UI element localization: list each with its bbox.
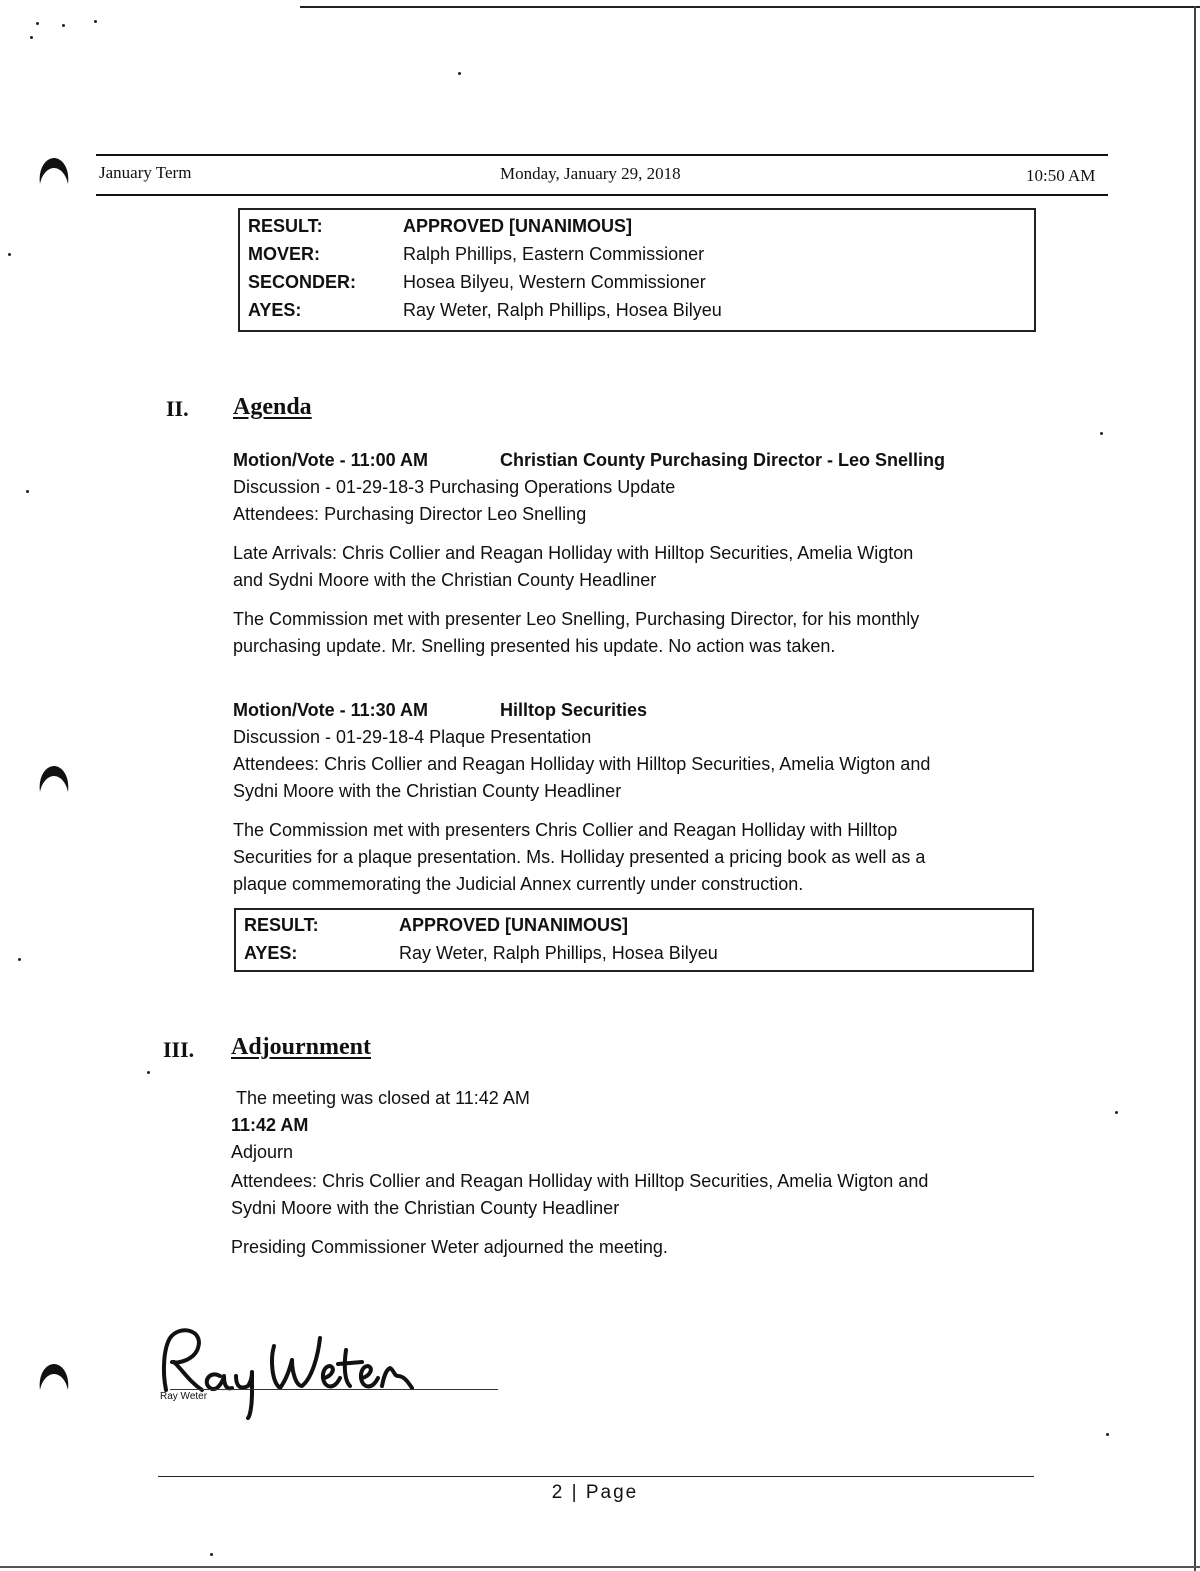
header-time: 10:50 AM — [1026, 166, 1096, 185]
scan-speck — [1115, 1111, 1118, 1114]
scan-speck — [36, 22, 39, 25]
result-label: RESULT: — [244, 915, 319, 935]
ayes-label: AYES: — [244, 943, 298, 963]
hole-punch-icon — [36, 1360, 72, 1396]
summary-line: The Commission met with presenter Leo Snelling, Purchasing Director, for his monthly — [233, 609, 920, 629]
late-arrivals-line: and Sydni Moore with the Christian County Headliner — [233, 570, 657, 590]
header-rule-top — [96, 154, 1108, 156]
result-value: APPROVED [UNANIMOUS] — [403, 216, 633, 236]
hole-punch-icon — [36, 762, 72, 798]
scan-speck — [210, 1553, 213, 1556]
motion-heading — [233, 447, 946, 474]
summary-line: purchasing update. Mr. Snelling presented his update. No action was taken. — [233, 636, 836, 656]
result-label: RESULT: — [248, 216, 323, 236]
section-number: III. — [163, 1037, 195, 1062]
scan-edge-bottom — [0, 1566, 1200, 1568]
summary-line: The Commission met with presenters Chris Collier and Reagan Holliday with Hilltop — [233, 820, 898, 840]
motion-time: Motion/Vote - 11:30 AM — [233, 700, 429, 720]
motion-heading — [233, 697, 648, 724]
summary-line: Securities for a plaque presentation. Ms. Holliday presented a pricing book as well as a — [233, 847, 926, 867]
discussion-line: Discussion - 01-29-18-3 Purchasing Operations Update — [233, 477, 676, 497]
scan-speck — [1106, 1433, 1109, 1436]
scan-speck — [30, 36, 33, 39]
scan-speck — [94, 20, 97, 23]
attendees-line: Attendees: Chris Collier and Reagan Holliday with Hilltop Securities, Amelia Wigton and — [233, 754, 931, 774]
header-date: Monday, January 29, 2018 — [500, 164, 681, 183]
attendees-line: Attendees: Chris Collier and Reagan Holliday with Hilltop Securities, Amelia Wigton and — [231, 1171, 929, 1191]
adjourn-time: 11:42 AM — [231, 1115, 309, 1135]
discussion-line: Discussion - 01-29-18-4 Plaque Presentation — [233, 727, 592, 747]
attendees-line: Sydni Moore with the Christian County Headliner — [231, 1198, 620, 1218]
motion-time: Motion/Vote - 11:00 AM — [233, 450, 429, 470]
header-rule-bottom — [96, 194, 1108, 196]
seconder-label: SECONDER: — [248, 272, 357, 292]
scan-edge-right — [1194, 6, 1196, 1571]
section-number: II. — [166, 396, 189, 421]
attendees-line: Sydni Moore with the Christian County Headliner — [233, 781, 622, 801]
scan-speck — [26, 490, 29, 493]
ayes-value: Ray Weter, Ralph Phillips, Hosea Bilyeu — [399, 943, 718, 963]
closing-line: Presiding Commissioner Weter adjourned the meeting. — [231, 1237, 668, 1257]
mover-value: Ralph Phillips, Eastern Commissioner — [403, 244, 705, 264]
scan-speck — [147, 1071, 150, 1074]
hole-punch-icon — [36, 154, 72, 190]
summary-line: plaque commemorating the Judicial Annex currently under construction. — [233, 874, 804, 894]
scan-speck — [8, 253, 11, 256]
result-value: APPROVED [UNANIMOUS] — [399, 915, 629, 935]
late-arrivals-line: Late Arrivals: Chris Collier and Reagan Holliday with Hilltop Securities, Amelia Wigton — [233, 543, 914, 563]
ayes-value: Ray Weter, Ralph Phillips, Hosea Bilyeu — [403, 300, 722, 320]
signature-printed-name: Ray Weter — [160, 1391, 208, 1402]
page-number: 2 | Page — [551, 1482, 639, 1503]
result-table-2 — [234, 908, 1034, 972]
ayes-label: AYES: — [248, 300, 302, 320]
attendees-line: Attendees: Purchasing Director Leo Snelling — [233, 504, 587, 524]
mover-label: MOVER: — [248, 244, 320, 264]
footer-rule — [158, 1476, 1034, 1477]
motion-title: Hilltop Securities — [500, 700, 648, 720]
scan-edge-top — [300, 6, 1200, 8]
result-table-1 — [238, 208, 1036, 332]
section-title: Adjournment — [231, 1034, 372, 1060]
adjourn-action: Adjourn — [231, 1142, 294, 1162]
scan-speck — [1100, 432, 1103, 435]
scan-speck — [458, 72, 461, 75]
closed-line: The meeting was closed at 11:42 AM — [236, 1088, 530, 1108]
section-title: Agenda — [233, 394, 312, 420]
motion-title: Christian County Purchasing Director - Leo Snelling — [500, 450, 946, 470]
handwritten-signature — [140, 1320, 440, 1420]
header-term: January Term — [99, 163, 192, 182]
signature-line — [170, 1389, 498, 1390]
scan-speck — [62, 24, 65, 27]
scan-speck — [18, 958, 21, 961]
seconder-value: Hosea Bilyeu, Western Commissioner — [403, 272, 706, 292]
